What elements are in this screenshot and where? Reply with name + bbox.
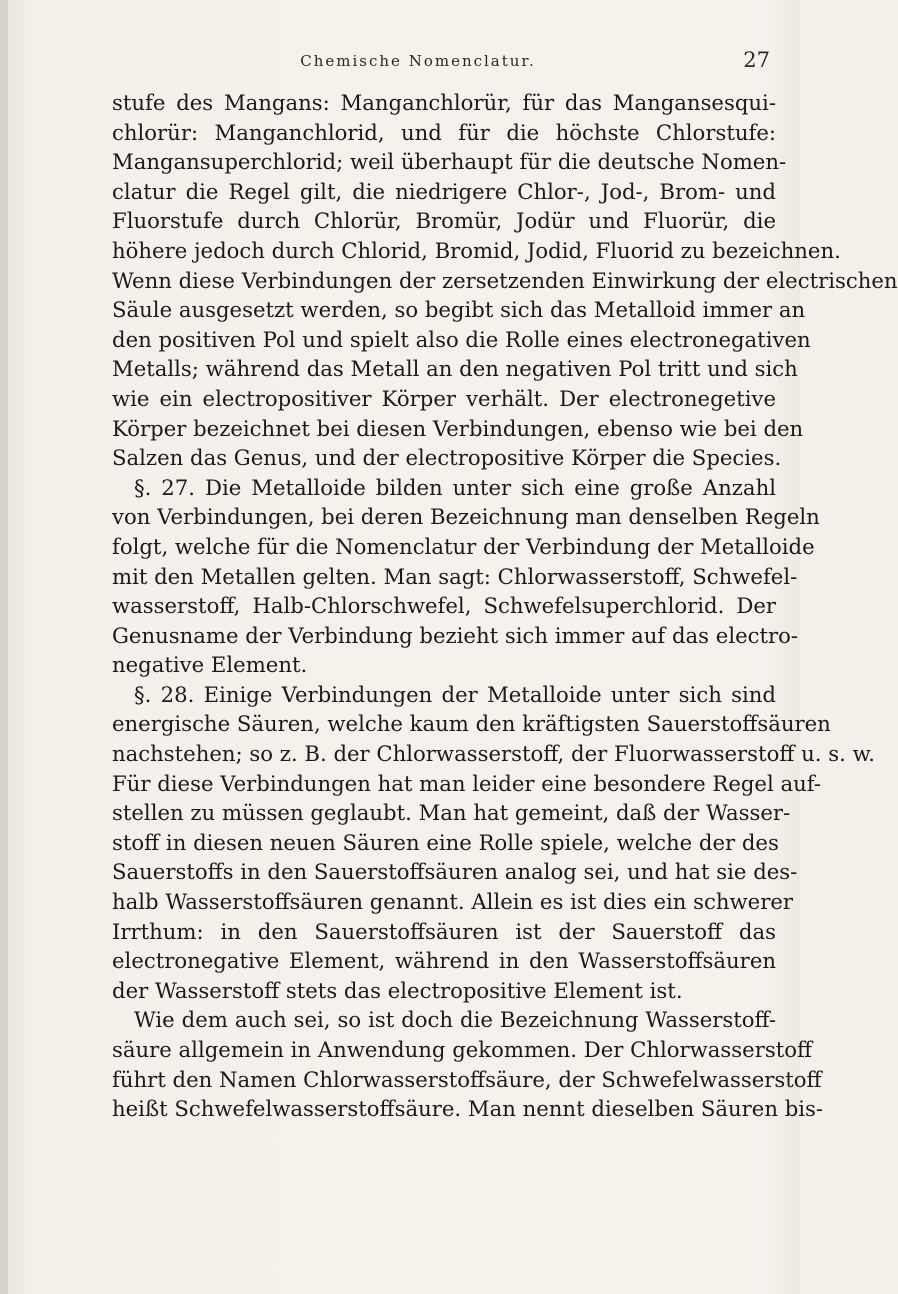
- text-line: Irrthum: in den Sauerstoffsäuren ist der Sauerstoff das: [112, 918, 776, 944]
- text-line: Salzen das Genus, und der electropositive Körper die Species.: [112, 445, 782, 471]
- text-line: Genusname der Verbindung bezieht sich immer auf das electro-: [112, 622, 799, 648]
- text-line: heißt Schwefelwasserstoffsäure. Man nennt dieselben Säuren bis-: [112, 1096, 824, 1122]
- text-line: negative Element.: [112, 652, 308, 678]
- text-line: stufe des Mangans: Manganchlorür, für das Mangansesqui-: [112, 90, 776, 115]
- text-line: nachstehen; so z. B. der Chlorwasserstoff, der Fluorwasserstoff u. s. w.: [112, 741, 875, 767]
- page-gutter: [0, 0, 8, 1294]
- text-line: der Wasserstoff stets das electropositive Element ist.: [112, 977, 683, 1003]
- text-line: höhere jedoch durch Chlorid, Bromid, Jodid, Fluorid zu bezeichnen.: [112, 237, 841, 263]
- running-head: Chemische Nomenclatur.: [300, 52, 536, 70]
- text-line: Fluorstufe durch Chlorür, Bromür, Jodür und Fluorür, die: [112, 208, 776, 234]
- text-line: Körper bezeichnet bei diesen Verbindungen, ebenso wie bei den: [112, 415, 804, 441]
- text-line: Sauerstoffs in den Sauerstoffsäuren analog sei, und hat sie des-: [112, 859, 798, 885]
- text-line: §. 28. Einige Verbindungen der Metalloide unter sich sind: [134, 681, 776, 707]
- text-line: führt den Namen Chlorwasserstoffsäure, der Schwefelwasserstoff: [112, 1066, 822, 1092]
- text-line: den positiven Pol und spielt also die Rolle eines electronegativen: [112, 326, 811, 352]
- text-line: Wie dem auch sei, so ist doch die Bezeichnung Wasserstoff-: [134, 1007, 776, 1033]
- text-line: wasserstoff, Halb-Chlorschwefel, Schwefelsuperchlorid. Der: [112, 593, 776, 619]
- text-line: stoff in diesen neuen Säuren eine Rolle spiele, welche der des: [112, 829, 779, 855]
- text-line: von Verbindungen, bei deren Bezeichnung man denselben Regeln: [112, 504, 820, 530]
- text-line: electronegative Element, während in den Wasserstoffsäuren: [112, 948, 776, 974]
- text-line: energische Säuren, welche kaum den kräftigsten Sauerstoffsäuren: [112, 711, 831, 737]
- text-line: säure allgemein in Anwendung gekommen. Der Chlorwasserstoff: [112, 1037, 813, 1062]
- text-line: stellen zu müssen geglaubt. Man hat gemeint, daß der Wasser-: [112, 800, 791, 826]
- text-line: mit den Metallen gelten. Man sagt: Chlorwasserstoff, Schwefel-: [112, 563, 798, 589]
- text-line: §. 27. Die Metalloide bilden unter sich eine große Anzahl: [134, 474, 776, 500]
- body-text: [112, 88, 898, 1124]
- text-line: chlorür: Manganchlorid, und für die höchste Chlorstufe:: [112, 119, 776, 145]
- text-line: wie ein electropositiver Körper verhält. Der electronegetive: [112, 385, 776, 411]
- text-line: Für diese Verbindungen hat man leider eine besondere Regel auf-: [112, 770, 822, 796]
- page-header: [60, 48, 776, 78]
- text-line: Säule ausgesetzt werden, so begibt sich das Metalloid immer an: [112, 297, 806, 323]
- text-line: Wenn diese Verbindungen der zersetzenden Einwirkung der electrischen: [112, 267, 898, 293]
- text-line: Mangansuperchlorid; weil überhaupt für die deutsche Nomen-: [112, 149, 787, 175]
- page-number: 27: [743, 48, 770, 72]
- text-line: Metalls; während das Metall an den negativen Pol tritt und sich: [112, 356, 798, 382]
- text-line: halb Wasserstoffsäuren genannt. Allein es ist dies ein schwerer: [112, 889, 794, 915]
- text-line: clatur die Regel gilt, die niedrigere Chlor-, Jod-, Brom- und: [112, 178, 776, 204]
- text-line: folgt, welche für die Nomenclatur der Verbindung der Metalloide: [112, 533, 815, 559]
